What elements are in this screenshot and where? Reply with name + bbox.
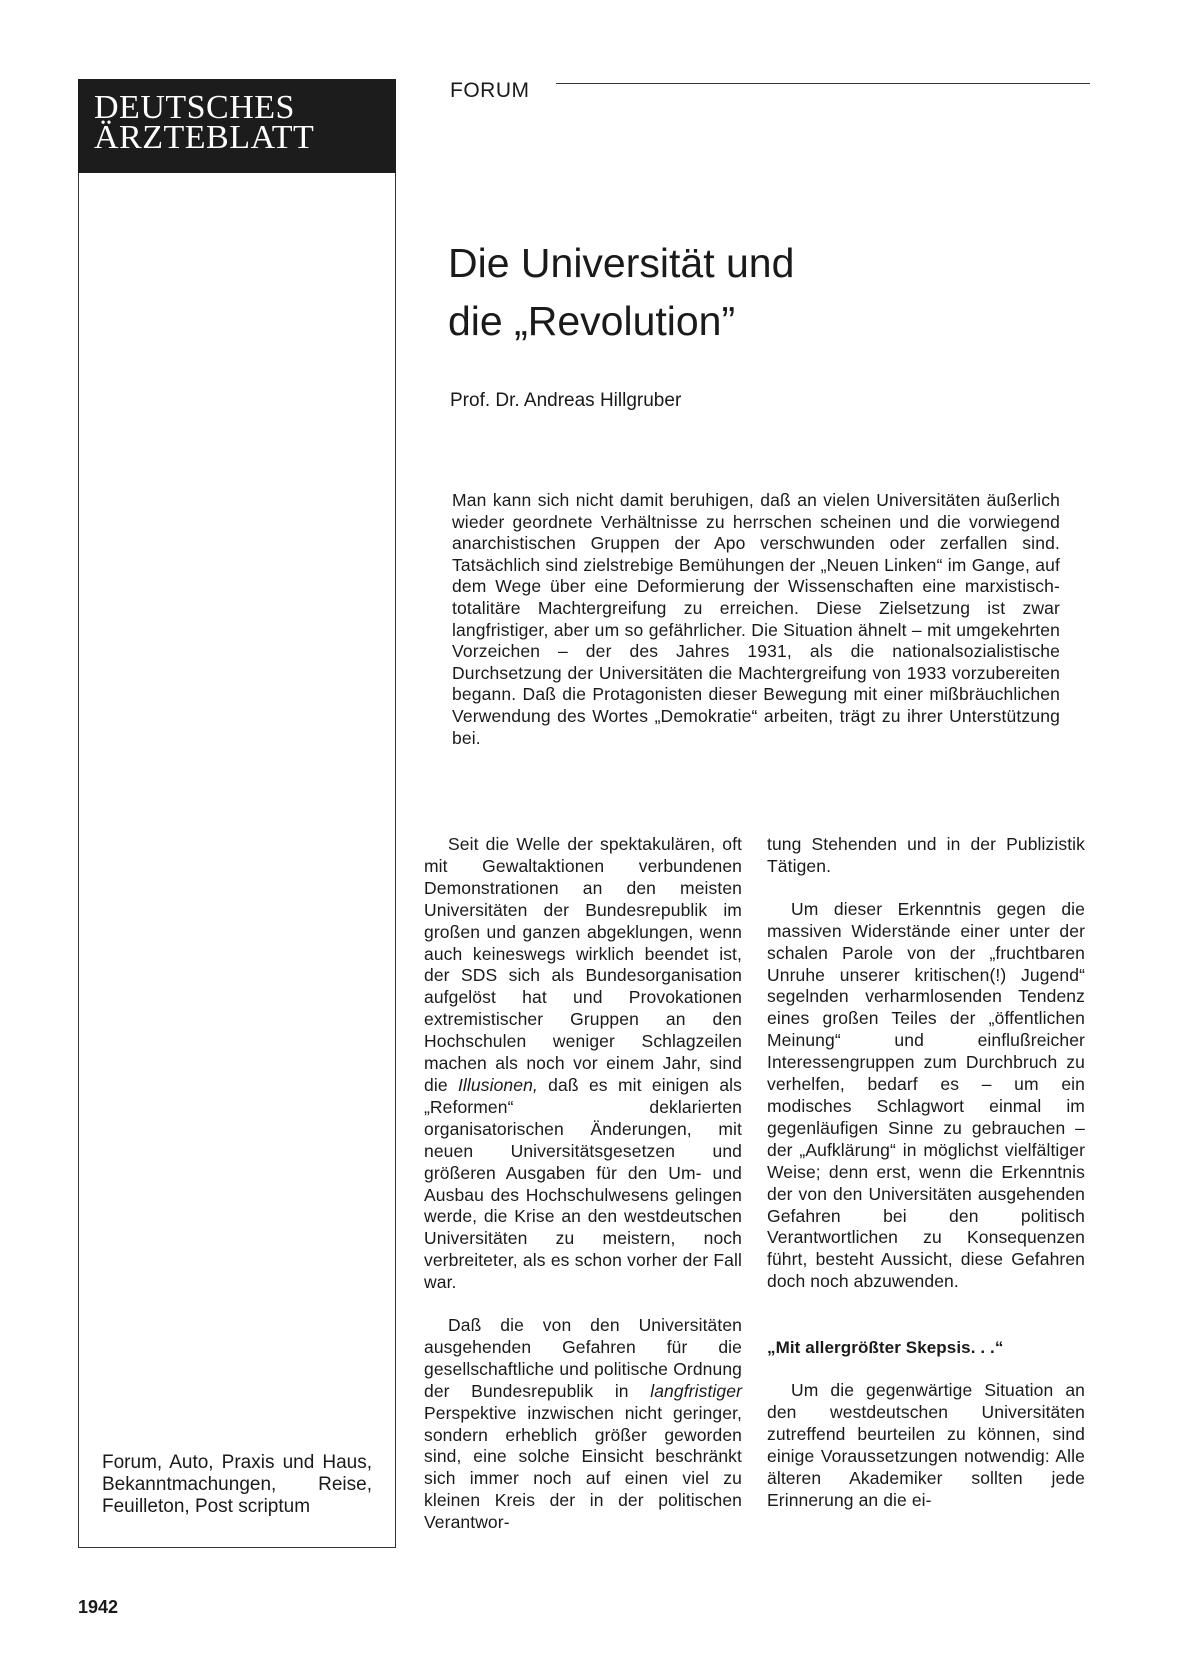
paragraph-text: Daß die von den Universitäten ausgehenden Gefahren für die gesellschaftliche und politische Ordnung der Bundesrepublik in bbox=[424, 1315, 742, 1401]
article-lead: Man kann sich nicht damit beruhigen, daß an vielen Universitäten äußerlich wieder geordnete Verhältnisse zu herrschen scheinen und die vorwiegend anarchistischen Gruppen der Apo verschwunden oder zerfallen sind. Tatsächlich sind zielstrebige Bemühungen der „Neuen Linken“ im Gange, auf dem Wege über eine Deformierung der Wissenschaften eine marxistisch-totalitäre Machtergreifung zu erreichen. Diese Zielsetzung ist zwar langfristiger, aber um so gefährlicher. Die Situation ähnelt – mit umgekehrten Vorzeichen – der des Jahres 1931, als die nationalsozialistische Durchsetzung der Universitäten die Machtergreifung von 1933 vorzubereiten begann. Daß die Protagonisten dieser Bewegung mit einer mißbräuchlichen Verwendung des Wortes „Demokratie“ arbeiten, trägt zu ihrer Unterstützung bei. bbox=[452, 490, 1060, 748]
masthead-line-1: DEUTSCHES bbox=[94, 89, 295, 126]
article-author: Prof. Dr. Andreas Hillgruber bbox=[450, 390, 682, 411]
body-column-2 bbox=[767, 834, 1085, 1533]
body-column-1 bbox=[424, 834, 742, 1555]
article-title-line-2: die „Revolution” bbox=[448, 298, 736, 344]
paragraph-text: daß es mit einigen als „Reformen“ deklarierten organisatorischen Änderungen, mit neuen Universitätsgesetzen und größeren Ausgaben für den Um- und Ausbau des Hochschulwesens gelingen werde, die Krise an den westdeutschen Universitäten zu meistern, noch verbreiteter, als es schon vorher der Fall war. bbox=[424, 1074, 742, 1293]
article-title bbox=[448, 234, 1088, 350]
masthead-line-2: ÄRZTEBLATT bbox=[94, 119, 315, 156]
article-title-line-1: Die Universität und bbox=[448, 240, 795, 286]
sidebar-frame bbox=[78, 173, 396, 1548]
emphasis-text: Illusionen, bbox=[457, 1074, 538, 1095]
emphasis-text: langfristiger bbox=[650, 1380, 742, 1401]
masthead-logo bbox=[78, 79, 396, 173]
body-paragraph bbox=[424, 1315, 742, 1534]
article-subheading: „Mit allergrößter Skepsis. . .“ bbox=[767, 1338, 1004, 1358]
body-paragraph: Um dieser Erkenntnis gegen die massiven Widerstände einer unter der schalen Parole von der „fruchtbaren Unruhe unserer kritischen(!) Jugend“ segelnden verharmlosenden Tendenz eines großen Teiles der „öffentlichen Meinung“ und einflußreicher Interessengruppen zum Durchbruch zu verhelfen, bedarf es – um ein modisches Schlagwort einmal im gegenläufigen Sinne zu gebrauchen – der „Aufklärung“ in möglichst vielfältiger Weise; denn erst, wenn die Erkenntnis der von den Universitäten ausgehenden Gefahren bei den politisch Verantwortlichen zu Konsequenzen führt, besteht Aussicht, diese Gefahren doch noch abzuwenden. bbox=[767, 898, 1085, 1292]
body-paragraph: Um die gegenwärtige Situation an den westdeutschen Universitäten zutreffend beurteilen zu können, sind einige Voraussetzungen notwendig: Alle älteren Akademiker sollten jede Erinnerung an die ei- bbox=[767, 1380, 1085, 1510]
section-label: FORUM bbox=[450, 79, 530, 102]
section-divider bbox=[556, 83, 1090, 84]
page-number: 1942 bbox=[78, 1597, 119, 1617]
paragraph-text: Perspektive inzwischen nicht geringer, sondern erheblich größer geworden sind, eine solche Einsicht beschränkt sich immer noch auf einen viel zu kleinen Kreis der in der politischen Verantwor- bbox=[424, 1402, 742, 1533]
body-paragraph: tung Stehenden und in der Publizistik Tätigen. bbox=[767, 834, 1085, 876]
paragraph-text: Seit die Welle der spektakulären, oft mit Gewaltaktionen verbundenen Demonstrationen an den meisten Universitäten der Bundesrepublik im großen und ganzen abgeklungen, wenn auch keineswegs wirklich beendet ist, der SDS sich als Bundesorganisation aufgelöst hat und Provokationen extremistischer Gruppen an den Hochschulen weniger Schlagzeilen machen als noch vor einem Jahr, sind die bbox=[424, 834, 742, 1095]
sidebar-contents-list: Forum, Auto, Praxis und Haus, Bekanntmachungen, Reise, Feuilleton, Post scriptum bbox=[102, 1452, 372, 1517]
body-paragraph bbox=[424, 834, 742, 1294]
